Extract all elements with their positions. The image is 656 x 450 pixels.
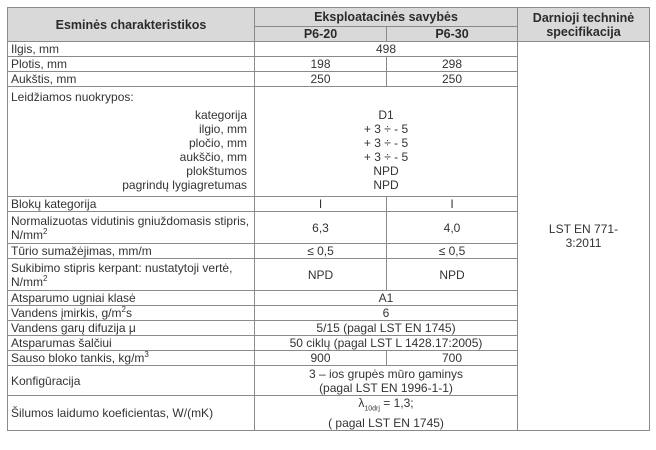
specification-value: LST EN 771-3:2011 bbox=[518, 42, 650, 431]
label-tankis-cell bbox=[8, 351, 255, 366]
label-salciui: Atsparumas šalčiui bbox=[8, 336, 255, 351]
label-nuokrypos-block bbox=[8, 87, 255, 197]
value-garu: 5/15 (pagal LST EN 1745) bbox=[255, 321, 518, 336]
label-imirkis-sup: 2 bbox=[121, 305, 126, 314]
lambda-value: = 1,3; bbox=[379, 396, 414, 410]
label-stipris: Normalizuotas vidutinis gniuždomasis stipris, N/mm bbox=[11, 213, 250, 242]
value-aukstis-p6-30: 250 bbox=[387, 72, 518, 87]
label-aukscio: aukščio, mm bbox=[179, 150, 247, 164]
label-stipris-cell bbox=[8, 212, 255, 244]
value-plokstumos: NPD bbox=[373, 164, 399, 178]
value-salciui: 50 ciklų (pagal LST L 1428.17:2005) bbox=[255, 336, 518, 351]
header-performance: Eksploatacinės savybės bbox=[255, 8, 518, 27]
lambda-symbol: λ bbox=[358, 396, 365, 410]
label-stipris-sup: 2 bbox=[43, 226, 48, 236]
label-tankis: Sauso bloko tankis, kg/m bbox=[11, 351, 145, 365]
value-sukibimo-p6-30: NPD bbox=[387, 259, 518, 291]
label-pagrindu: pagrindų lygiagretumas bbox=[122, 178, 247, 192]
value-plotis-p6-20: 198 bbox=[255, 57, 387, 72]
label-sukibimo-cell bbox=[8, 259, 255, 291]
value-stipris-p6-30: 4,0 bbox=[387, 212, 518, 244]
value-silumos-line2: ( pagal LST EN 1745) bbox=[328, 416, 444, 431]
label-plocio: pločio, mm bbox=[188, 136, 247, 150]
label-silumos: Šilumos laidumo koeficientas, W/(mK) bbox=[8, 396, 255, 431]
value-stipris-p6-20: 6,3 bbox=[255, 212, 387, 244]
value-tankis-p6-30: 700 bbox=[387, 351, 518, 366]
value-konfig-line2: (pagal LST EN 1996-1-1) bbox=[319, 380, 453, 395]
value-imirkis: 6 bbox=[255, 306, 518, 321]
label-ilgio: ilgio, mm bbox=[198, 122, 247, 136]
value-kategorija: D1 bbox=[378, 108, 394, 122]
characteristics-table bbox=[7, 7, 650, 431]
label-konfig: Konfigūracija bbox=[8, 366, 255, 396]
label-plokstumos: plokštumos bbox=[186, 164, 247, 178]
label-sukibimo: Sukibimo stipris kerpant: nustatytoji vertė, N/mm bbox=[11, 260, 233, 289]
label-imirkis: Vandens įmirkis, g/m bbox=[11, 306, 122, 320]
value-ugniai: A1 bbox=[255, 291, 518, 306]
lambda-subscript: 10drj bbox=[364, 405, 380, 413]
label-turio: Tūrio sumažėjimas, mm/m bbox=[8, 244, 255, 259]
label-imirkis-tail: s bbox=[125, 306, 132, 320]
label-garu: Vandens garų difuzija μ bbox=[8, 321, 255, 336]
label-tankis-sup: 3 bbox=[144, 350, 149, 359]
label-kategorija: kategorija bbox=[194, 108, 247, 122]
value-aukstis-p6-20: 250 bbox=[255, 72, 387, 87]
label-imirkis-cell bbox=[8, 306, 255, 321]
value-ilgio: + 3 ÷ - 5 bbox=[363, 122, 409, 136]
label-nuokrypos: Leidžiamos nuokrypos: bbox=[11, 90, 134, 104]
label-ugniai: Atsparumo ugniai klasė bbox=[8, 291, 255, 306]
value-konfig-line1: 3 – ios grupės mūro gaminys bbox=[308, 366, 464, 381]
label-sukibimo-sup: 2 bbox=[43, 273, 48, 283]
value-turio-p6-30: ≤ 0,5 bbox=[387, 244, 518, 259]
value-nuokrypos-block bbox=[255, 87, 518, 197]
header-p6-30: P6-30 bbox=[387, 27, 518, 42]
label-aukstis: Aukštis, mm bbox=[8, 72, 255, 87]
header-p6-20: P6-20 bbox=[255, 27, 387, 42]
label-plotis: Plotis, mm bbox=[8, 57, 255, 72]
value-konfig bbox=[255, 366, 518, 396]
characteristics-table-wrapper bbox=[7, 7, 650, 431]
value-pagrindu: NPD bbox=[373, 178, 399, 192]
value-plocio: + 3 ÷ - 5 bbox=[363, 136, 409, 150]
value-bloku-p6-30: I bbox=[387, 197, 518, 212]
label-ilgis: Ilgis, mm bbox=[8, 42, 255, 57]
value-tankis-p6-20: 900 bbox=[255, 351, 387, 366]
value-silumos-line1 bbox=[258, 396, 514, 416]
value-turio-p6-20: ≤ 0,5 bbox=[255, 244, 387, 259]
value-aukscio: + 3 ÷ - 5 bbox=[363, 150, 409, 164]
value-plotis-p6-30: 298 bbox=[387, 57, 518, 72]
row-ilgis bbox=[8, 42, 650, 57]
header-specification: Darnioji techninė specifikacija bbox=[518, 8, 650, 42]
value-bloku-p6-20: I bbox=[255, 197, 387, 212]
value-sukibimo-p6-20: NPD bbox=[255, 259, 387, 291]
label-bloku: Blokų kategorija bbox=[8, 197, 255, 212]
header-characteristics: Esminės charakteristikos bbox=[8, 8, 255, 42]
value-ilgis: 498 bbox=[255, 42, 518, 57]
value-silumos bbox=[255, 396, 518, 431]
